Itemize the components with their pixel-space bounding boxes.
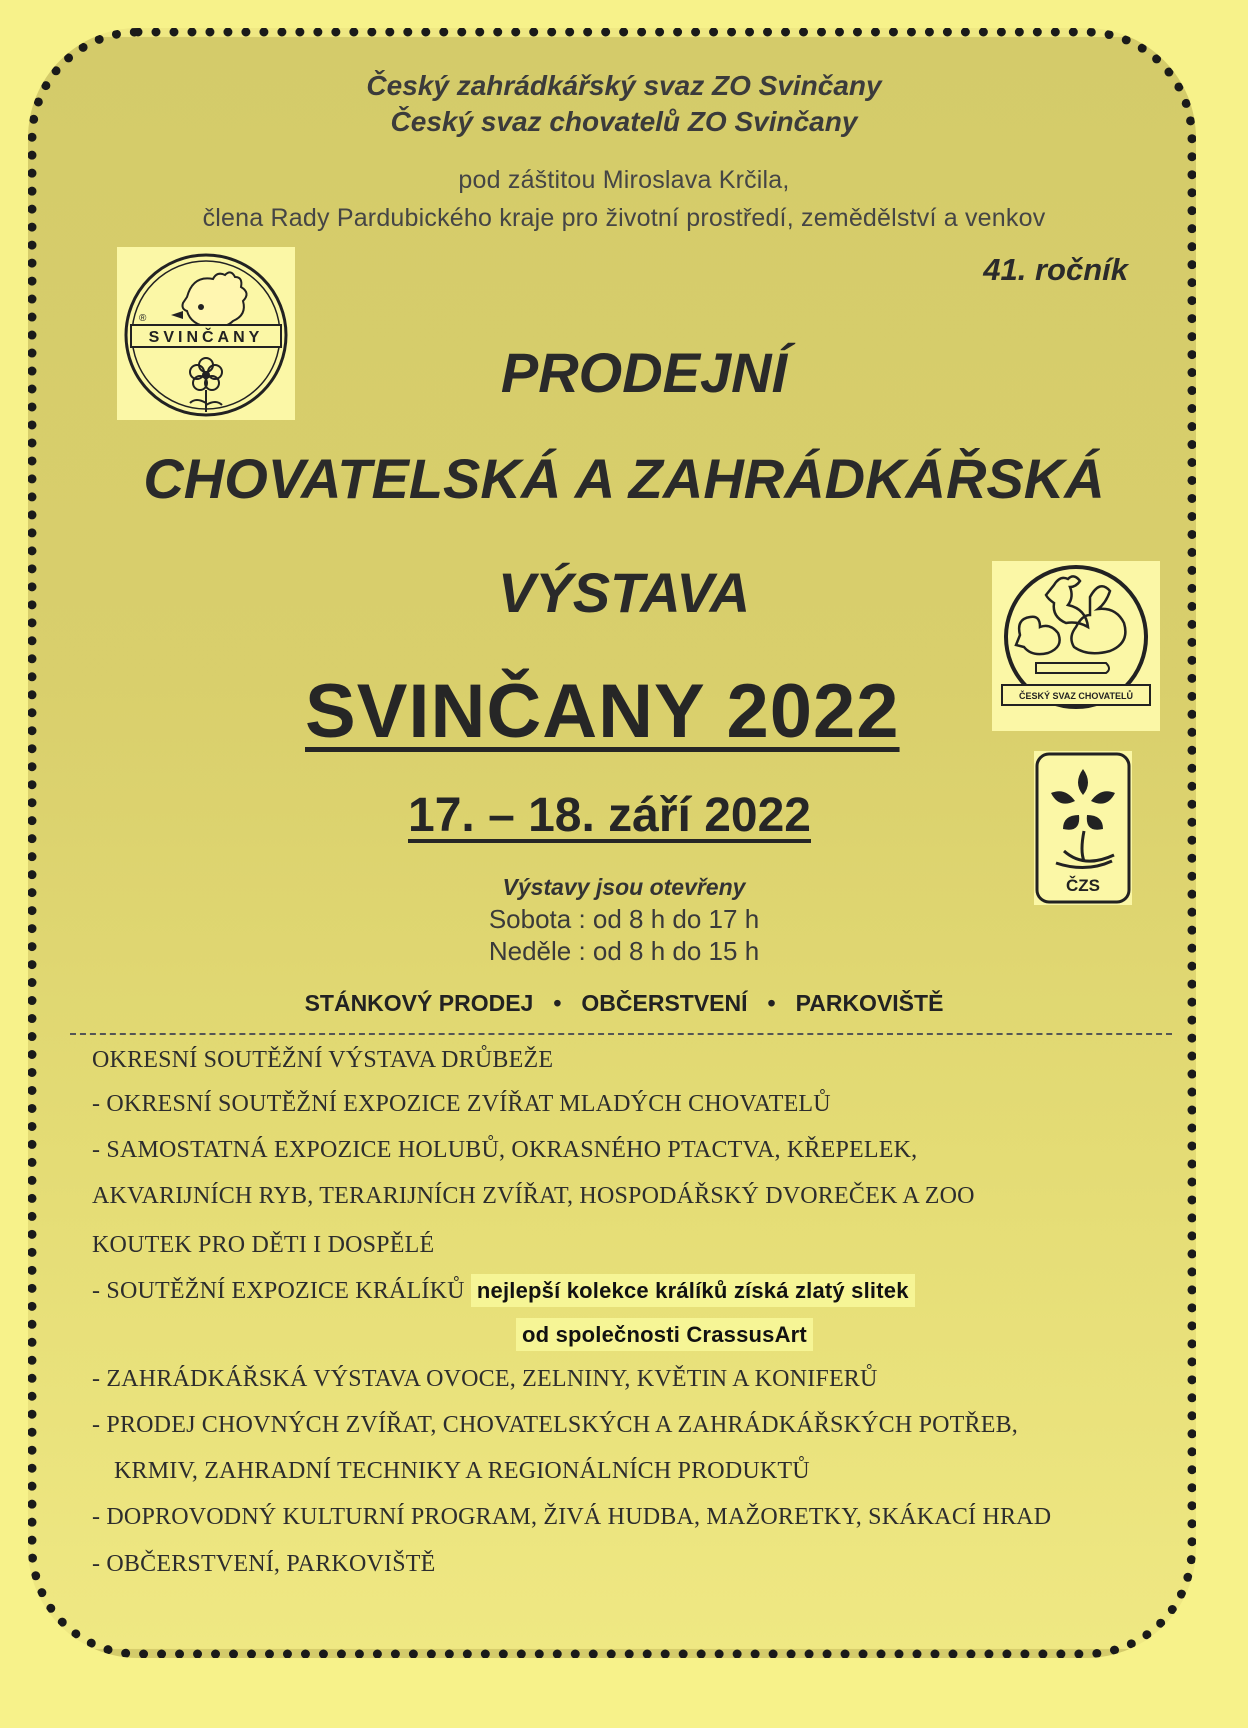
program-line-8: - ZAHRÁDKÁŘSKÁ VÝSTAVA OVOCE, ZELNINY, KVĚTIN A KONIFERŮ — [92, 1366, 878, 1392]
service-refreshments: OBČERSTVENÍ — [581, 990, 748, 1016]
bullet-separator: • — [767, 990, 776, 1016]
czs-logo-text: ČZS — [1066, 876, 1100, 895]
program-line-11: - DOPROVODNÝ KULTURNÍ PROGRAM, ŽIVÁ HUDBA, MAŽORETKY, SKÁKACÍ HRAD — [92, 1504, 1052, 1530]
organizer-line-2: Český svaz chovatelů ZO Svinčany — [390, 106, 858, 137]
title-line-2: CHOVATELSKÁ A ZAHRÁDKÁŘSKÁ — [143, 447, 1105, 510]
service-stalls: STÁNKOVÝ PRODEJ — [304, 990, 534, 1016]
program-line-9: - PRODEJ CHOVNÝCH ZVÍŘAT, CHOVATELSKÝCH A ZAHRÁDKÁŘSKÝCH POTŘEB, — [92, 1412, 1018, 1438]
opening-heading: Výstavy jsou otevřeny — [502, 874, 746, 900]
program-line-4: AKVARIJNÍCH RYB, TERARIJNÍCH ZVÍŘAT, HOSPODÁŘSKÝ DVOREČEK A ZOO — [92, 1183, 975, 1209]
edition-label: 41. ročník — [983, 252, 1128, 287]
program-line-7 — [516, 1322, 813, 1349]
patron-line-2: člena Rady Pardubického kraje pro životní prostředí, zemědělství a venkov — [202, 204, 1046, 232]
bullet-separator: • — [553, 990, 562, 1016]
program-line-10: KRMIV, ZAHRADNÍ TECHNIKY A REGIONÁLNÍCH PRODUKTŮ — [114, 1458, 810, 1484]
csch-logo-text: ČESKÝ SVAZ CHOVATELŮ — [1018, 691, 1134, 701]
program-line-6-text: - SOUTĚŽNÍ EXPOZICE KRÁLÍKŮ — [92, 1278, 465, 1304]
dashed-divider — [70, 1033, 1172, 1035]
csch-logo — [992, 561, 1160, 731]
program-line-12: - OBČERSTVENÍ, PARKOVIŠTĚ — [92, 1551, 436, 1577]
program-line-5: KOUTEK PRO DĚTI I DOSPĚLÉ — [92, 1232, 435, 1258]
program-line-2: - OKRESNÍ SOUTĚŽNÍ EXPOZICE ZVÍŘAT MLADÝCH CHOVATELŮ — [92, 1091, 831, 1117]
title-line-1: PRODEJNÍ — [500, 341, 788, 404]
title-line-3: VÝSTAVA — [497, 561, 751, 624]
organizer-line-1: Český zahrádkářský svaz ZO Svinčany — [366, 70, 882, 101]
svincany-logo-text: SVINČANY — [148, 329, 264, 346]
program-line-1: OKRESNÍ SOUTĚŽNÍ VÝSTAVA DRŮBEŽE — [92, 1047, 554, 1073]
service-parking: PARKOVIŠTĚ — [795, 990, 944, 1016]
program-line-3: - SAMOSTATNÁ EXPOZICE HOLUBŮ, OKRASNÉHO PTACTVA, KŘEPELEK, — [92, 1137, 918, 1163]
sponsor-highlight: od společnosti CrassusArt — [516, 1318, 813, 1351]
services-line — [0, 990, 1248, 1017]
patron-line-1: pod záštitou Miroslava Krčila, — [458, 166, 790, 194]
opening-sunday: Neděle : od 8 h do 15 h — [488, 936, 760, 966]
event-dates: 17. – 18. září 2022 — [408, 789, 811, 842]
registered-mark: ® — [139, 313, 147, 324]
gold-bar-prize-highlight: nejlepší kolekce králíků získá zlatý slitek — [471, 1274, 915, 1307]
program-line-6 — [92, 1278, 915, 1305]
opening-saturday: Sobota : od 8 h do 17 h — [488, 904, 760, 934]
city-year-title: SVINČANY 2022 — [305, 669, 900, 754]
